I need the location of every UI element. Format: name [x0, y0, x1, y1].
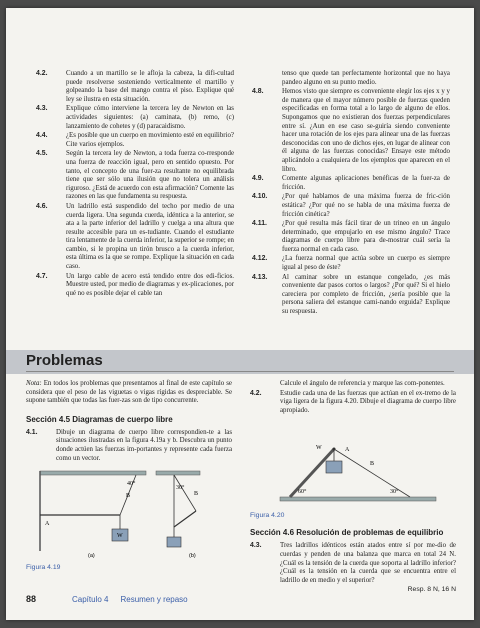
question-number: 4.1.: [26, 428, 38, 436]
right-column: [252, 70, 450, 318]
question-text: Un largo cable de acero está tendido entre dos edi-ficios. Muestre usted, por medio de diagramas y ex-plicaciones, por qué no es posible dejar el cable tan: [66, 272, 235, 297]
question-4-7: [36, 273, 234, 299]
question-number: 4.3.: [36, 105, 48, 113]
weight-label: W: [316, 445, 322, 452]
question-number: 4.12.: [252, 255, 268, 263]
question-text: Al caminar sobre un estanque congelado, ¿es más conveniente dar pasos cortos o largos? ¿Por qué? Si el hielo careciera por completo de fricción, ¿sería posible que la persona saliera del estanque cami-nando erguida? Explique su respuesta.: [282, 273, 450, 316]
header-rule: [26, 371, 454, 372]
problem-4-3: [250, 542, 456, 585]
point-label-b: B: [194, 491, 199, 498]
problem-4-1-continuation: [250, 380, 456, 389]
textbook-page: [6, 8, 474, 620]
question-text: Un ladrillo está suspendido del techo por medio de una cuerda ligera. Una segunda cuerda, idéntica a la anterior, se ata a la parte inferior del ladrillo y cuelga a una altura que resulte accesible para un es-tudiante. Cuando el estudiante tira lentamente de la cuerda inferior, la superior se rompe; en cambio, si le propina un tirón brusco a la cuerda inferior, esta última es la que se rompe. Explique la situación en cada caso.: [66, 202, 234, 271]
problem-4-1: [26, 429, 232, 463]
question-4-11: [252, 220, 450, 254]
angle-label: 60°: [298, 489, 307, 496]
question-text: Comente algunas aplicaciones benéficas de la fuer-za de fricción.: [282, 175, 450, 191]
question-text: Calcule el ángulo de referencia y marque las com-ponentes.: [280, 380, 445, 387]
chapter-title: Resumen y repaso: [120, 595, 188, 604]
question-4-13: [252, 274, 450, 317]
answer-4-3: Resp. 8 N, 16 N: [407, 586, 456, 594]
sub-figure-label: (a): [88, 553, 95, 560]
figure-4-19b: [156, 471, 200, 559]
figure-4-19a: [40, 471, 146, 559]
problems-left-column: [26, 380, 232, 571]
question-text: Según la tercera ley de Newton, a toda fuerza co-rresponde una fuerza de reacción igual, pero en sentido opuesto. Por tanto, el concepto de una fuer-za resultante no equilibrada tiene que ser sólo una ilusión que no tolera un análisis riguroso. ¿Está de acuerdo con esta afirmación? Comente las razones en las que fundamenta su respuesta.: [66, 150, 234, 201]
section-number: Sección 4.6: [250, 528, 295, 538]
section-number: Sección 4.5: [26, 414, 71, 424]
left-column: [36, 70, 234, 299]
problems-title: Problemas: [26, 352, 103, 369]
question-4-5: [36, 150, 234, 202]
question-number: 4.2.: [36, 70, 48, 77]
point-label-b: B: [370, 461, 375, 468]
question-4-7-continuation: [252, 70, 450, 87]
chapter-number: Capítulo 4: [72, 595, 109, 604]
angle-label: 40°: [127, 481, 136, 488]
question-text: Dibuje un diagrama de cuerpo libre correspondien-te a las situaciones ilustradas en la figura 4.19a y b. Descubra un punto donde actúen las fuerzas im-portantes y represente cada fuerza como un vector.: [56, 428, 232, 462]
question-text: Cuando a un martillo se le afloja la cabeza, la difi-cultad puede resolverse sosteniendo verticalmente el martillo y golpeando la base del mango contra el piso. Explique qué ley se ilustra en esta situación.: [66, 70, 234, 103]
figure-4-20-drawing: [250, 419, 456, 507]
question-4-6: [36, 203, 234, 272]
question-text: Tres ladrillos idénticos están atados entre sí por me-dio de cuerdas y penden de una balanza que marca en total 24 N. ¿Cuál es la tensión de la cuerda que soporta al ladrillo inferior? ¿Cuál es la tensión en la cuerda que se encuentra entre el ladrillo de en medio y el superior?: [280, 542, 456, 584]
weight-label: W: [117, 533, 123, 540]
question-4-4: [36, 132, 234, 149]
question-text: ¿Por qué resulta más fácil tirar de un trineo en un ángulo determinado, que empujarlo en ese mismo ángulo? Trace diagramas de cuerpo libre para de-mostrar cuál sería la fuerza normal en cada caso.: [282, 220, 450, 253]
figure-4-19-drawing: [26, 467, 232, 559]
section-4-5-heading: [26, 415, 232, 424]
angle-label: 30°: [390, 489, 399, 496]
question-text: ¿Es posible que un cuerpo en movimiento esté en equilibrio? Cite varios ejemplos.: [66, 132, 234, 148]
question-text: tenso que quede tan perfectamente horizontal que no haya pandeo alguno en su punto medio.: [282, 70, 450, 86]
sub-figure-label: (b): [189, 553, 196, 560]
problems-right-column: [250, 380, 456, 593]
question-4-10: [252, 193, 450, 219]
question-4-8: [252, 88, 450, 174]
question-number: 4.6.: [36, 202, 48, 210]
problems-note: [26, 380, 232, 406]
page-footer: [26, 594, 456, 608]
question-number: 4.10.: [252, 193, 268, 201]
question-number: 4.9.: [252, 175, 264, 183]
section-4-6-heading: [250, 528, 456, 537]
question-number: 4.8.: [252, 88, 264, 96]
problems-header-band: [6, 350, 474, 374]
question-4-2: [36, 70, 234, 104]
question-4-12: [252, 255, 450, 272]
question-number: 4.5.: [36, 150, 48, 158]
page-number: 88: [26, 594, 37, 604]
point-label-a: A: [45, 521, 50, 528]
problem-4-2: [250, 390, 456, 416]
question-text: ¿La fuerza normal que actúa sobre un cuerpo es siempre igual al peso de éste?: [282, 255, 450, 272]
note-label: Nota:: [26, 380, 42, 387]
chapter-label: [72, 595, 200, 604]
question-text: Estudie cada una de las fuerzas que actúan en el ex-tremo de la viga ligera de la figura 4.20. Dibuje el diagrama de cuerpo libre apropiado.: [280, 389, 456, 414]
question-number: 4.13.: [252, 273, 268, 281]
point-label-a: A: [345, 447, 350, 454]
question-text: Hemos visto que siempre es conveniente elegir los ejes x y y de manera que el mayor número posible de fuerzas queden especificadas en forma total a lo largo de alguno de ellos. Supongamos que no existieran dos fuerzas perpendiculares entre sí. ¿Aun en ese caso se-guiría siendo conveniente hacer una rotación de los ejes para alinear una de las fuerzas desconocidas con uno de dichos ejes, en lugar de alinear con él alguna de las fuerzas conocidas? Ensaye este método aplicándolo a cualquiera de los ejemplos que aparecen en el libro.: [282, 88, 450, 173]
question-text: Explique cómo interviene la tercera ley de Newton en las actividades siguientes: (a) caminata, (b) remo, (c) lanzamiento de cohetes y (d) paracaidismo.: [66, 105, 234, 130]
question-number: 4.4.: [36, 132, 48, 140]
figure-4-19-caption: Figura 4.19: [26, 564, 61, 572]
figure-4-20-caption: Figura 4.20: [250, 512, 285, 520]
question-text: ¿Por qué hablamos de una máxima fuerza de fric-ción estática? ¿Por qué no se habla de una máxima fuerza de fricción cinética?: [282, 193, 450, 218]
question-4-9: [252, 175, 450, 192]
figure-4-20: [250, 419, 456, 519]
question-4-3: [36, 105, 234, 131]
note-text: En todos los problemas que presentamos al final de este capítulo se considera que el peso de las viguetas o vigas rígidas es despreciable. Se supone también que todas las fuer-zas son de tipo concurrente.: [26, 380, 232, 405]
section-title: Diagramas de cuerpo libre: [72, 414, 173, 424]
question-number: 4.11.: [252, 220, 267, 228]
angle-label: 30°: [176, 485, 185, 492]
question-number: 4.7.: [36, 272, 48, 280]
question-number: 4.3.: [250, 542, 262, 550]
figure-4-19: [26, 467, 232, 571]
point-label-b: B: [126, 493, 131, 500]
section-title: Resolución de problemas de equilibrio: [296, 528, 444, 538]
question-number: 4.2.: [250, 389, 262, 397]
